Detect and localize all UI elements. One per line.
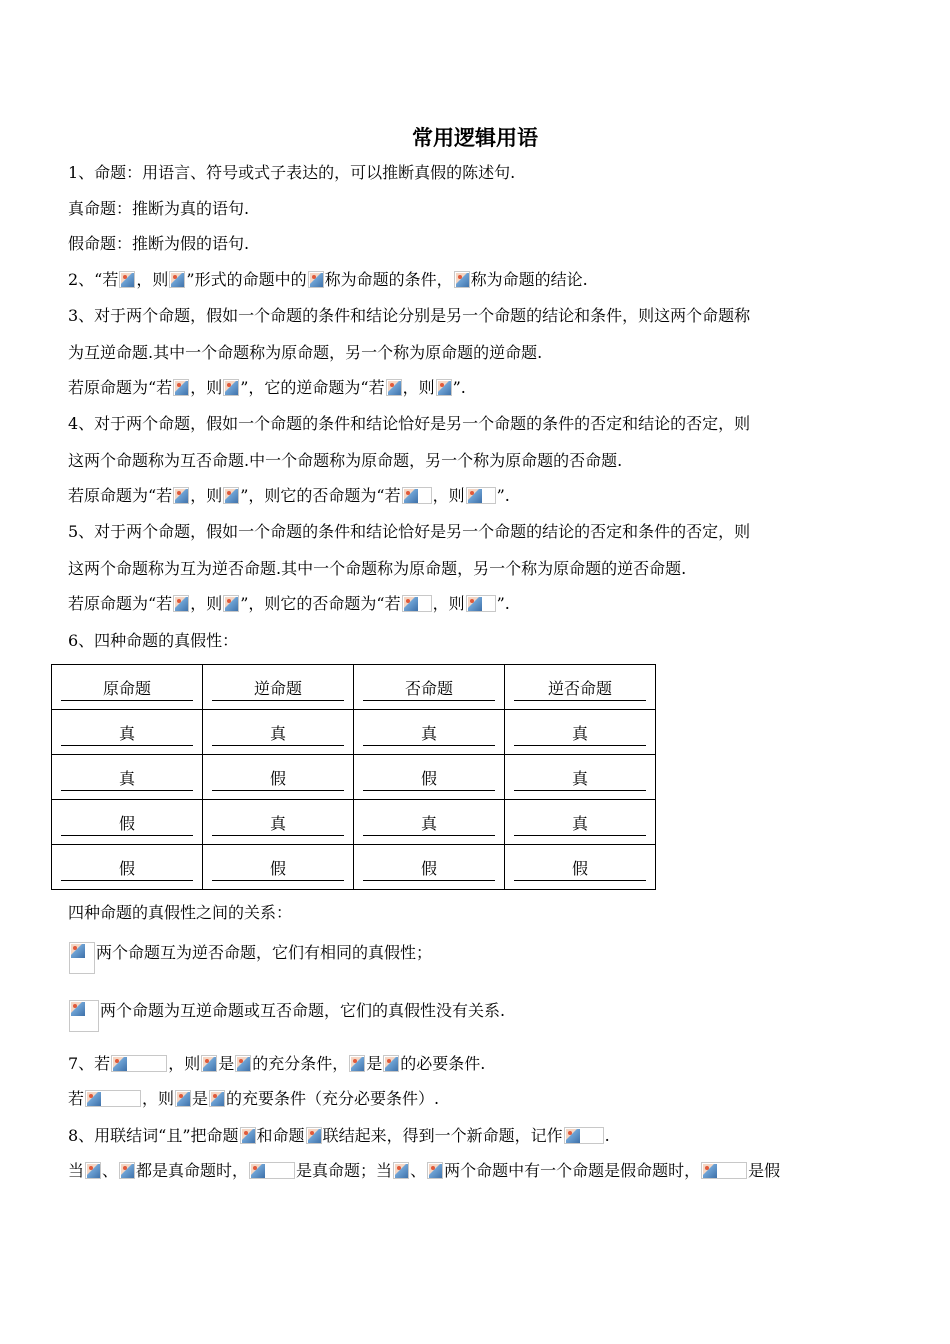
relation-item-1: 两个命题互为逆否命题，它们有相同的真假性； (68, 942, 432, 974)
table-cell: 假 (212, 854, 344, 881)
formula-q-image (427, 1162, 443, 1179)
section-3-line-3: 若原命题为“若 ，则 ”，它的逆命题为“若 ，则 ”. (68, 378, 466, 397)
formula-p-image (240, 1127, 256, 1144)
table-cell: 假 (61, 809, 193, 836)
formula-p-and-q-image (564, 1127, 604, 1144)
formula-q-image (235, 1055, 251, 1072)
formula-p-implies-q-image (111, 1055, 167, 1072)
formula-p-image (393, 1162, 409, 1179)
section-2-line: 2、“若 ，则 ”形式的命题中的 称为命题的条件， 称为命题的结论. (68, 270, 588, 289)
formula-not-q-image (402, 595, 432, 612)
formula-not-q-image (466, 487, 496, 504)
true-proposition-definition: 真命题：推断为真的语句. (68, 199, 250, 218)
formula-not-p-image (466, 595, 496, 612)
table-row (52, 710, 656, 755)
bullet-formula-image (69, 942, 95, 974)
table-cell: 真 (61, 764, 193, 791)
table-header-row (52, 665, 656, 710)
table-cell: 假 (212, 764, 344, 791)
table-cell: 真 (514, 809, 646, 836)
formula-p-iff-q-image (85, 1090, 141, 1107)
formula-q-image (169, 271, 185, 288)
formula-q-image (223, 487, 239, 504)
table-cell: 假 (514, 854, 646, 881)
formula-p-image (173, 487, 189, 504)
table-cell: 假 (363, 764, 495, 791)
formula-not-p-image (402, 487, 432, 504)
table-header-cell: 逆命题 (212, 674, 344, 701)
table-header-cell: 否命题 (363, 674, 495, 701)
relation-heading: 四种命题的真假性之间的关系： (68, 903, 293, 922)
formula-p-image (173, 379, 189, 396)
truth-table (51, 664, 656, 890)
formula-q-image (349, 1055, 365, 1072)
formula-q-image (386, 379, 402, 396)
formula-q-image (119, 1162, 135, 1179)
formula-q-image (306, 1127, 322, 1144)
formula-p-and-q-image (701, 1162, 747, 1179)
section-6-heading: 6、四种命题的真假性： (68, 631, 239, 650)
formula-p-image (201, 1055, 217, 1072)
section-3-line-1: 3、对于两个命题，假如一个命题的条件和结论分别是另一个命题的结论和条件，则这两个命题称 (68, 306, 751, 325)
table-cell: 真 (212, 809, 344, 836)
section-7-line-1: 7、若 ，则 是 的充分条件， 是 的必要条件. (68, 1054, 486, 1073)
formula-p-image (175, 1090, 191, 1107)
formula-q-image (223, 595, 239, 612)
relation-item-2: 两个命题为互逆命题或互否命题，它们的真假性没有关系. (68, 1000, 505, 1032)
table-row (52, 800, 656, 845)
table-row (52, 845, 656, 890)
formula-q-image (223, 379, 239, 396)
formula-p-image (119, 271, 135, 288)
formula-p-image (436, 379, 452, 396)
section-8-line-1: 8、用联结词“且”把命题 和命题 联结起来，得到一个新命题，记作 . (68, 1126, 610, 1145)
table-cell: 真 (61, 719, 193, 746)
formula-p-image (85, 1162, 101, 1179)
table-cell: 真 (212, 719, 344, 746)
formula-q-image (209, 1090, 225, 1107)
formula-p-image (383, 1055, 399, 1072)
section-4-line-3: 若原命题为“若 ，则 ”，则它的否命题为“若 ，则 ”. (68, 486, 510, 505)
table-cell: 真 (363, 719, 495, 746)
table-cell: 真 (514, 719, 646, 746)
section-5-line-2: 这两个命题称为互为逆否命题.其中一个命题称为原命题，另一个称为原命题的逆否命题. (68, 559, 687, 578)
section-5-line-1: 5、对于两个命题，假如一个命题的条件和结论恰好是另一个命题的结论的否定和条件的否定，则 (68, 522, 751, 541)
section-1-definition: 1、命题：用语言、符号或式子表达的，可以推断真假的陈述句. (68, 163, 516, 182)
table-header-cell: 原命题 (61, 674, 193, 701)
section-5-line-3: 若原命题为“若 ，则 ”，则它的否命题为“若 ，则 ”. (68, 594, 510, 613)
formula-p-and-q-image (249, 1162, 295, 1179)
section-4-line-2: 这两个命题称为互否命题.中一个命题称为原命题，另一个称为原命题的否命题. (68, 451, 623, 470)
section-3-line-2: 为互逆命题.其中一个命题称为原命题，另一个称为原命题的逆命题. (68, 343, 543, 362)
false-proposition-definition: 假命题：推断为假的语句. (68, 234, 250, 253)
bullet-formula-image (69, 1000, 99, 1032)
formula-p-image (308, 271, 324, 288)
table-cell: 真 (363, 809, 495, 836)
formula-p-image (173, 595, 189, 612)
section-7-line-2: 若 ，则 是 的充要条件（充分必要条件）. (68, 1089, 440, 1108)
table-cell: 假 (61, 854, 193, 881)
formula-q-image (454, 271, 470, 288)
table-cell: 真 (514, 764, 646, 791)
table-cell: 假 (363, 854, 495, 881)
table-header-cell: 逆否命题 (514, 674, 646, 701)
section-4-line-1: 4、对于两个命题，假如一个命题的条件和结论恰好是另一个命题的条件的否定和结论的否定，则 (68, 414, 751, 433)
table-row (52, 755, 656, 800)
section-8-line-2: 当 、 都是真命题时， 是真命题；当 、 两个命题中有一个命题是假命题时， 是假 (68, 1161, 781, 1180)
page-title: 常用逻辑用语 (412, 126, 538, 150)
